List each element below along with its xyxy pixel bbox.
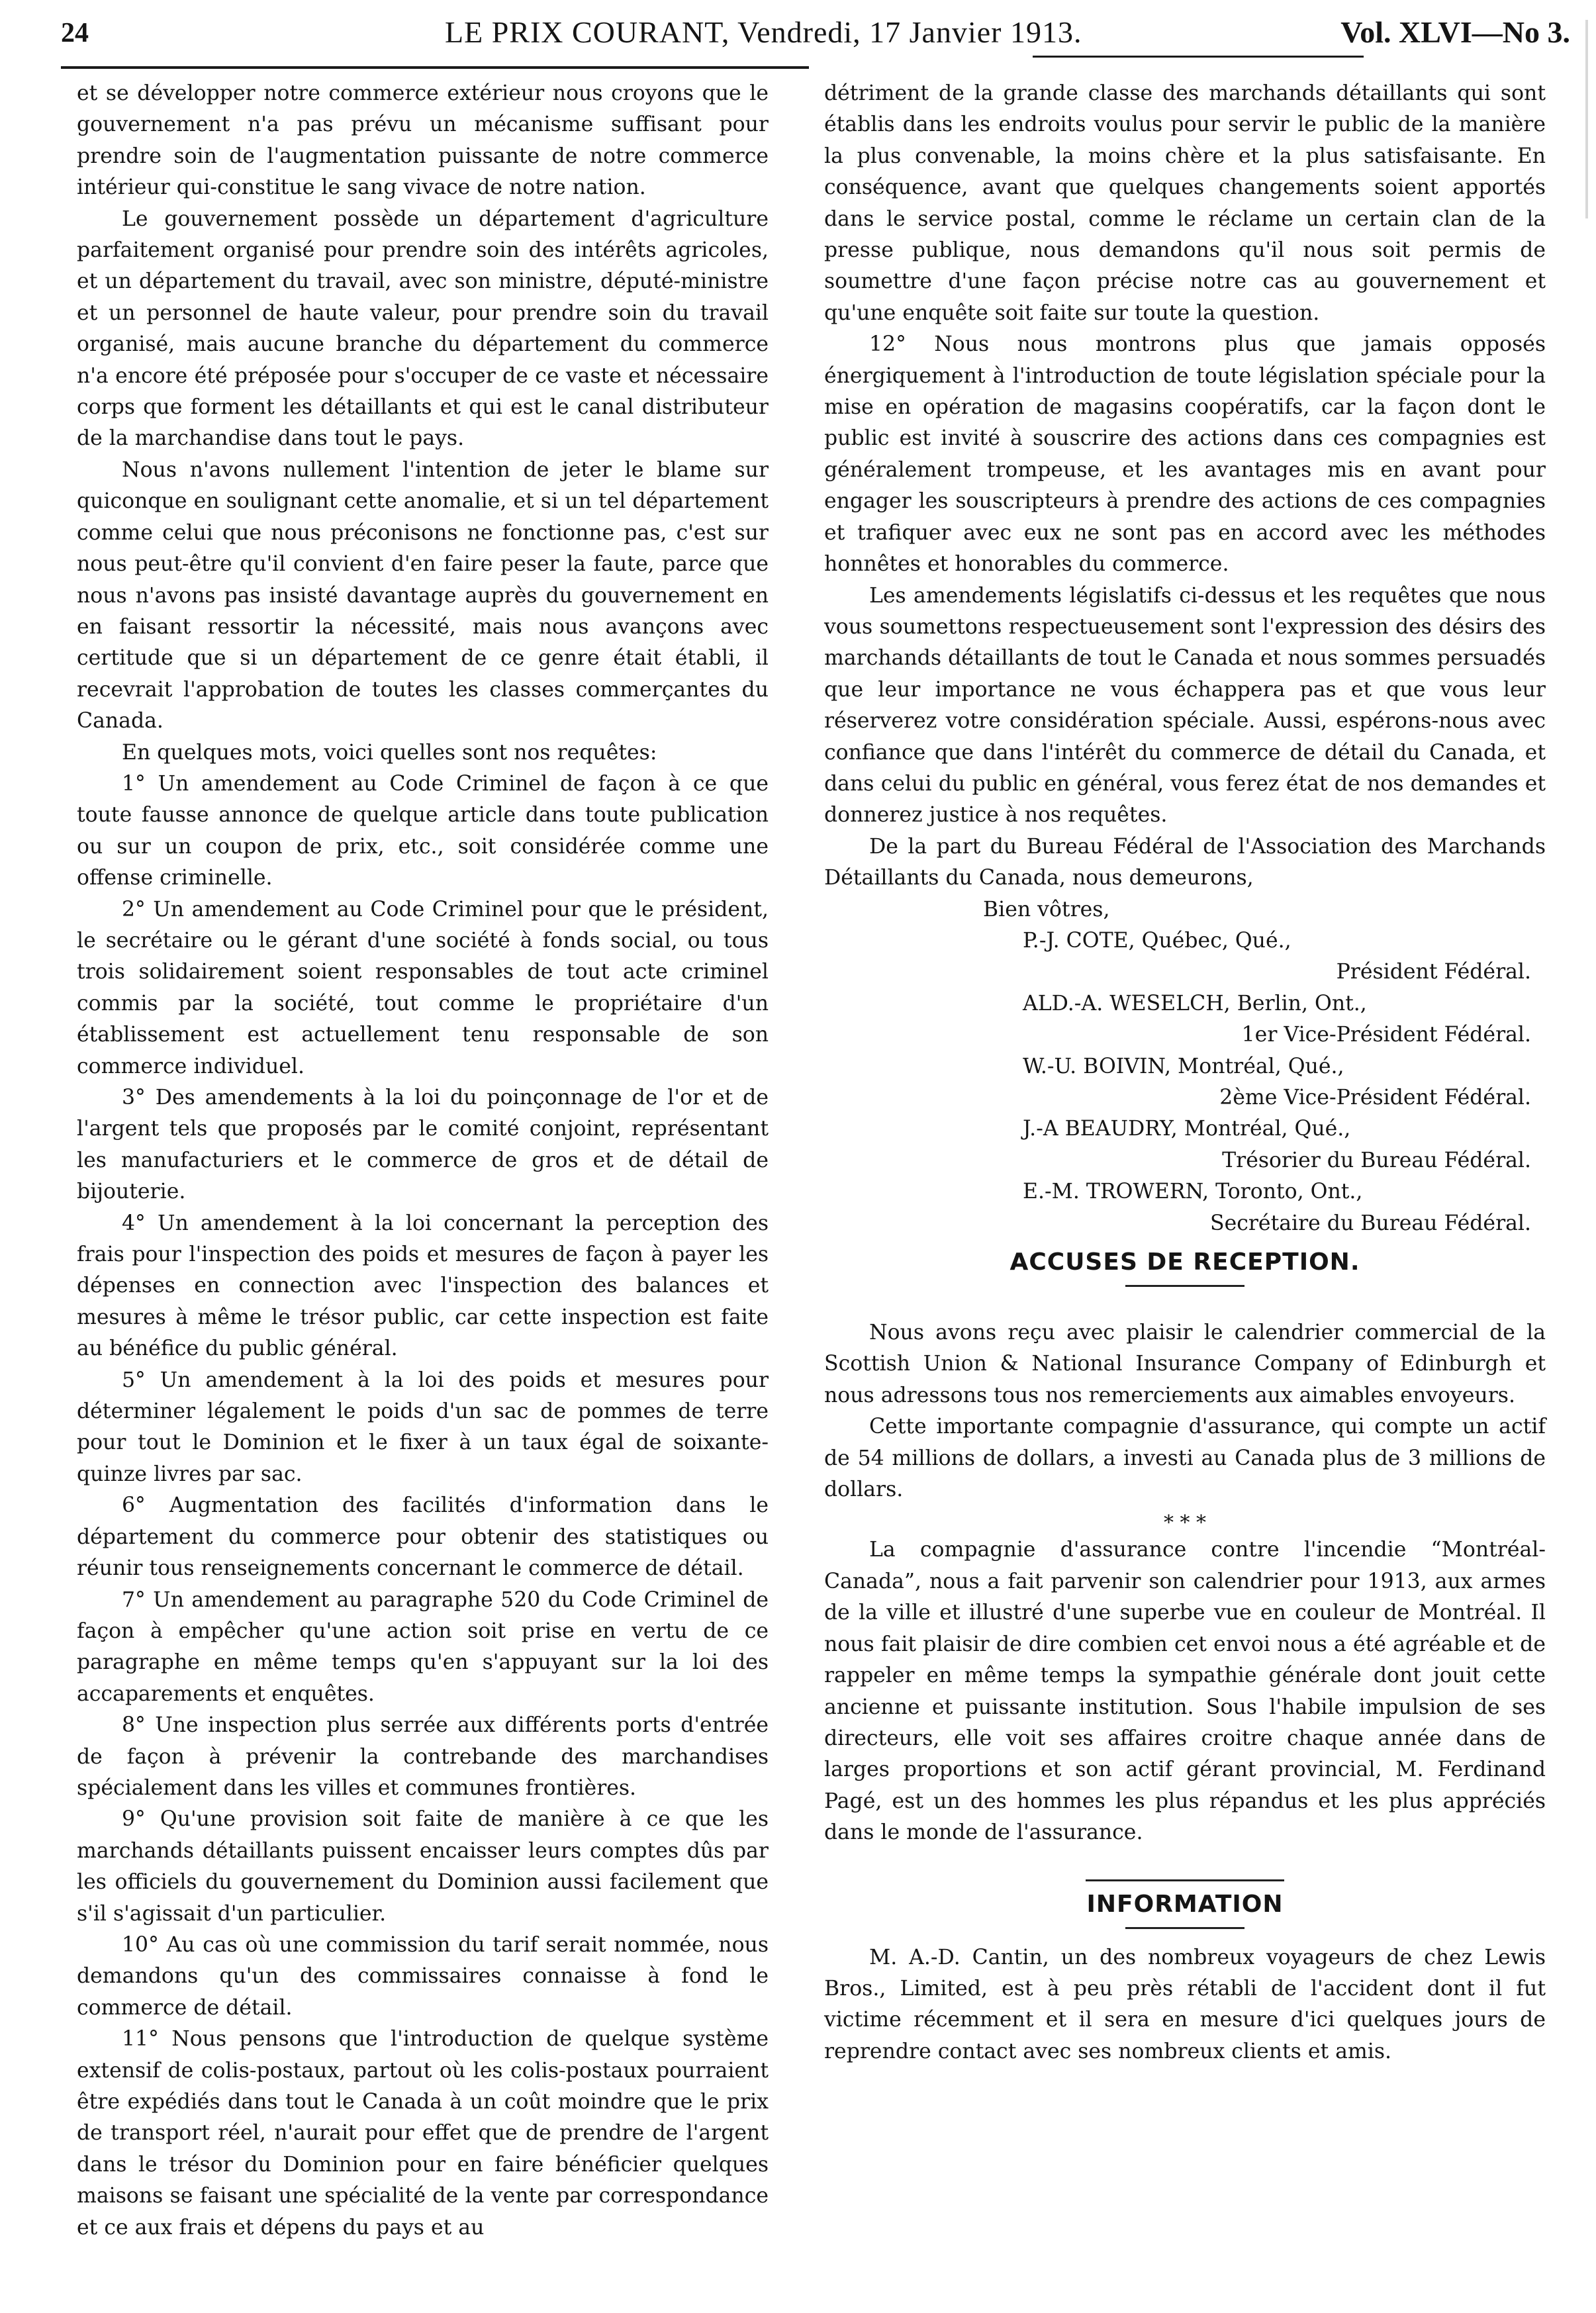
paragraph: La compagnie d'assurance contre l'incendie “Montréal-Canada”, nous a fait parvenir son calendrier pour 1913, aux armes de la ville et illustré d'une superbe vue en couleur de Montréal. Il nous fait plaisir de dire combien cet envoi nous a été agréable et de rappeler en même temps la sympathie générale dont jouit cette ancienne et puissante institution. Sous l'habile impulsion de ses directeurs, elle voit ses affaires croitre chaque année dans de larges proportions et son actif gérant provincial, M. Ferdinand Pagé, est un des hommes les plus répandus et les plus appréciés dans le monde de l'assurance. (824, 1538, 1546, 1845)
signatory-role: Trésorier du Bureau Fédéral. (1222, 1148, 1531, 1172)
signatory-role: Président Fédéral. (1336, 960, 1531, 984)
paragraph: détriment de la grande classe des marchands détaillants qui sont établis dans les endroits voulus pour servir le public de la manière la plus convenable, la moins chère et la plus satisfaisante. En conséquence, avant que quelques changements soient apportés dans le service postal, comme le réclame un certain clan de la presse publique, nous demandons qu'il nous soit permis de soumettre d'une façon précise notre cas au gouvernement et qu'une enquête soit faite sur toute la question. (824, 81, 1546, 325)
paragraph: Le gouvernement possède un département d'agriculture parfaitement organisé pour prendre soin des intérêts agricoles, et un département du travail, avec son ministre, député-ministre et un personnel de haute valeur, pour prendre soin du travail organisé, mais aucune branche du département du commerce n'a encore été préposée pour s'occuper de ce vaste et nécessaire corps que forment les détaillants et qui est le canal distributeur de la marchandise dans tout le pays. (77, 207, 769, 451)
request-item-5: 5° Un amendement à la loi des poids et mesures pour déterminer légalement le poids d'un sac de pommes de terre pour tout le Dominion et le fixer à un taux égal de soixante-quinze livres par sac. (77, 1368, 769, 1486)
section-heading-information: INFORMATION (1086, 1890, 1284, 1918)
section-heading-accuses: ACCUSES DE RECEPTION. (1009, 1249, 1360, 1276)
signatory-name: E.-M. TROWERN, Toronto, Ont., (1023, 1180, 1363, 1204)
signatory-name: W.-U. BOIVIN, Montréal, Qué., (1023, 1054, 1344, 1078)
request-item-9: 9° Qu'une provision soit faite de manière à ce que les marchands détaillants puissent encaisser leurs comptes dûs par les officiels du gouvernement du Dominion aussi facilement que s'il s'agissait d'un particulier. (77, 1807, 769, 1926)
volume-number: Vol. XLVI—No 3. (1340, 15, 1570, 49)
paragraph: En quelques mots, voici quelles sont nos requêtes: (122, 740, 657, 765)
request-item-8: 8° Une inspection plus serrée aux différents ports d'entrée de façon à prévenir la contrebande des marchandises spécialement dans les villes et communes frontières. (77, 1713, 769, 1800)
page-number: 24 (61, 18, 89, 48)
right-column (824, 78, 1546, 2067)
left-column (77, 78, 769, 2243)
request-item-10: 10° Au cas où une commission du tarif serait nommée, nous demandons qu'un des commissaires connaisse à fond le commerce de détail. (77, 1932, 769, 2020)
request-item-1: 1° Un amendement au Code Criminel de façon à ce que toute fausse annonce de quelque article dans toute publication ou sur un coupon de prix, etc., soit considérée comme une offense criminelle. (77, 771, 769, 890)
asterism-separator: * * * (1163, 1511, 1207, 1535)
request-item-7: 7° Un amendement au paragraphe 520 du Code Criminel de façon à empêcher qu'une action soit prise en vertu de ce paragraphe en même temps qu'en s'appuyant sur la loi des accaparements et enquêtes. (77, 1587, 769, 1706)
paragraph: Cette importante compagnie d'assurance, qui compte un actif de 54 millions de dollars, a investi au Canada plus de 3 millions de dollars. (824, 1415, 1546, 1502)
request-item-2: 2° Un amendement au Code Criminel pour que le président, le secrétaire ou le gérant d'une société à fonds social, ou tous trois solidairement soient responsables de tout acte criminel commis par la société, tout comme le propriétaire d'un établissement est actuellement tenu responsable de son commerce individuel. (77, 897, 769, 1078)
request-item-4: 4° Un amendement à la loi concernant la perception des frais pour l'inspection des poids et mesures de façon à payer les dépenses en connection avec l'inspection des balances et mesures à même le trésor public, car cette inspection est faite au bénéfice du public général. (77, 1211, 769, 1361)
signatory-name: J.-A BEAUDRY, Montréal, Qué., (1023, 1117, 1351, 1141)
publication-title: LE PRIX COURANT, Vendredi, 17 Janvier 1913. (445, 15, 1082, 49)
closing-salutation: Bien vôtres, (983, 897, 1110, 921)
request-item-11: 11° Nous pensons que l'introduction de quelque système extensif de colis-postaux, partout où les colis-postaux pourraient être expédiés dans tout le Canada à un coût moindre que le prix de transport réel, n'aurait pour effet que de prendre de l'argent dans le trésor du Dominion pour en faire bénéficier quelques maisons se faisant une spécialité de la vente par correspondance et ce aux frais et dépens du pays et au (77, 2027, 769, 2240)
paragraph: Nous avons reçu avec plaisir le calendrier commercial de la Scottish Union & National Insurance Company of Edinburgh et nous adressons tous nos remerciements aux aimables envoyeurs. (824, 1321, 1546, 1407)
paragraph: et se développer notre commerce extérieur nous croyons que le gouvernement n'a pas prévu un mécanisme suffisant pour prendre soin de l'augmentation puissante de notre commerce intérieur qui-constitue le sang vivace de notre nation. (77, 81, 769, 200)
page-header (61, 12, 1570, 58)
paragraph: De la part du Bureau Fédéral de l'Association des Marchands Détaillants du Canada, nous demeurons, (824, 834, 1546, 890)
page-edge (1585, 20, 1588, 218)
signatory-role: 2ème Vice-Président Fédéral. (1219, 1086, 1531, 1109)
paragraph: Les amendements législatifs ci-dessus et les requêtes que nous vous soumettons respectueusement sont l'expression des désirs des marchands détaillants de tout le Canada et nous sommes persuadés que leur importance ne vous échappera pas et que vous leur réserverez votre considération spéciale. Aussi, espérons-nous avec confiance que dans l'intérêt du commerce de détail du Canada, et dans celui du public en général, vous ferez état de nos demandes et donnerez justice à nos requêtes. (824, 583, 1546, 827)
request-item-12: 12° Nous nous montrons plus que jamais opposés énergiquement à l'introduction de toute législation spéciale pour la mise en opération de magasins coopératifs, car la façon dont le public est invité à souscrire des actions dans ces compagnies est généralement trompeuse, et les avantages mis en avant pour engager les souscripteurs à prendre des actions de ces compagnies et trafiquer avec eux ne sont pas en accord avec les méthodes honnêtes et honorables du commerce. (824, 332, 1546, 577)
request-item-3: 3° Des amendements à la loi du poinçonnage de l'or et de l'argent tels que proposés par le comité conjoint, représentant les manufacturiers et le commerce de gros et de détail de bijouterie. (77, 1086, 769, 1204)
signature-block (824, 894, 1546, 1239)
request-item-6: 6° Augmentation des facilités d'information dans le département du commerce pour obtenir des statistiques ou réunir tous renseignements concernant le commerce de détail. (77, 1493, 769, 1581)
header-rule-left (61, 66, 809, 69)
signatory-name: ALD.-A. WESELCH, Berlin, Ont., (1023, 991, 1367, 1015)
paragraph: M. A.-D. Cantin, un des nombreux voyageurs de chez Lewis Bros., Limited, est à peu près rétabli de l'accident dont il fut victime récemment et il sera en mesure d'ici quelques jours de reprendre contact avec ses nombreux clients et amis. (824, 1945, 1546, 2063)
signatory-role: 1er Vice-Président Fédéral. (1241, 1023, 1531, 1047)
header-rule-right (1033, 56, 1364, 58)
section-rule (1086, 1879, 1284, 1881)
signatory-name: P.-J. COTE, Québec, Qué., (1023, 928, 1291, 953)
paragraph: Nous n'avons nullement l'intention de jeter le blame sur quiconque en soulignant cette anomalie, et si un tel département comme celui que nous préconisons ne fonctionne pas, c'est sur nous peut-être qu'il convient d'en faire peser la faute, parce que nous n'avons pas insisté davantage auprès du gouvernement en en faisant ressortir la nécessité, mais nous avançons avec certitude que si un département de ce genre était établi, il recevrait l'approbation de toutes les classes commerçantes du Canada. (77, 457, 769, 733)
signatory-role: Secrétaire du Bureau Fédéral. (1210, 1211, 1531, 1235)
